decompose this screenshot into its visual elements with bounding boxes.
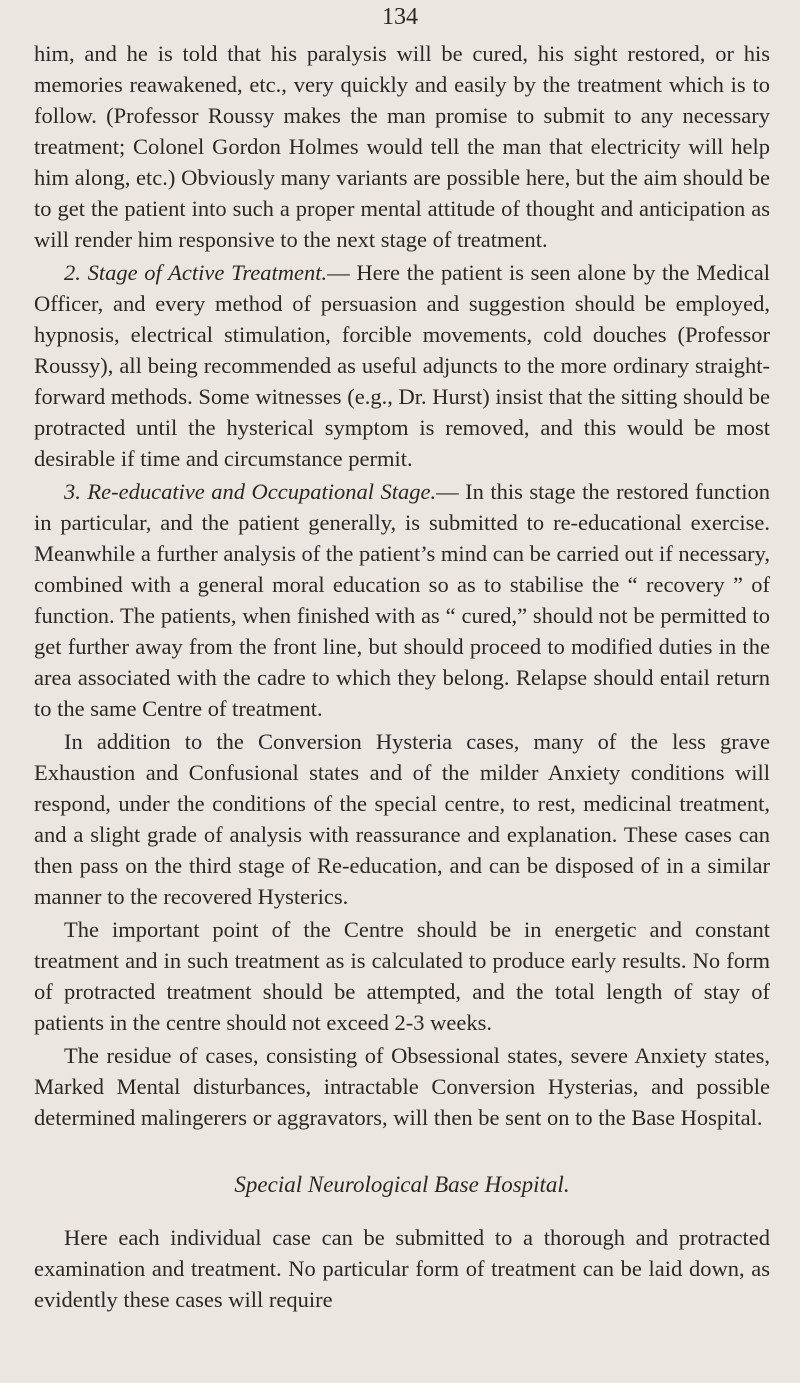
paragraph: him, and he is told that his paralysis will be cured, his sight restored, or his memories reawakened, etc., very quickly and easily by the treatment which is to follow. (Professor Roussy makes the man promise to submit to any necessary treatment; Colonel Gordon Holmes would tell the man that electricity will help him along, etc.) Obviously many variants are possible here, but the aim should be to get the patient into such a proper mental attitude of thought and anticipation as will render him responsive to the next stage of treatment. <box>34 41 770 252</box>
paragraph: In addition to the Conversion Hysteria cases, many of the less grave Exhaustion and Confusional states and of the milder Anxiety conditions will respond, under the conditions of the special centre, to rest, medicinal treatment, and a slight grade of analysis with reassurance and explanation. These cases can then pass on the third stage of Re-education, and can be disposed of in a similar manner to the recovered Hysterics. <box>34 729 770 909</box>
paragraph-stage-3 <box>34 476 770 724</box>
stage-heading: 3. Re-educative and Occupational Stage. <box>64 479 437 504</box>
section-heading: Special Neurological Base Hospital. <box>234 1172 570 1197</box>
paragraph-text: — Here the patient is seen alone by the Medical Officer, and every method of persuasion and suggestion should be employed, hypnosis, electrical stimulation, forcible movements, cold douches (Professor Roussy), all being recommended as useful adjuncts to the more ordinary straight-forward methods. Some witnesses (e.g., Dr. Hurst) insist that the sitting should be protracted until the hysterical symptom is removed, and this would be most desirable if time and circumstance permit. <box>34 260 770 471</box>
paragraph: The important point of the Centre should be in energetic and constant treatment and in such treatment as is calculated to produce early results. No form of protracted treatment should be attempted, and the total length of stay of patients in the centre should not exceed 2-3 weeks. <box>34 917 770 1035</box>
paragraph: The residue of cases, consisting of Obsessional states, severe Anxiety states, Marked Mental disturbances, intractable Conversion Hysterias, and possible determined malingerers or aggravators, will then be sent on to the Base Hospital. <box>34 1043 770 1130</box>
paragraph: Here each individual case can be submitted to a thorough and protracted examination and treatment. No particular form of treatment can be laid down, as evidently these cases will require <box>34 1225 770 1312</box>
page-number: 134 <box>382 4 418 30</box>
paragraph-text: — In this stage the restored function in particular, and the patient generally, is submitted to re-educational exercise. Meanwhile a further analysis of the patient’s mind can be carried out if necessary, combined with a general moral education so as to stabilise the “ recovery ” of function. The patients, when finished with as “ cured,” should not be permitted to get further away from the front line, but should proceed to modified duties in the area associated with the cadre to which they belong. Relapse should entail return to the same Centre of treatment. <box>34 479 771 721</box>
body-text <box>34 38 770 1315</box>
paragraph-stage-2 <box>34 257 770 474</box>
stage-heading: 2. Stage of Active Treatment. <box>64 260 328 285</box>
